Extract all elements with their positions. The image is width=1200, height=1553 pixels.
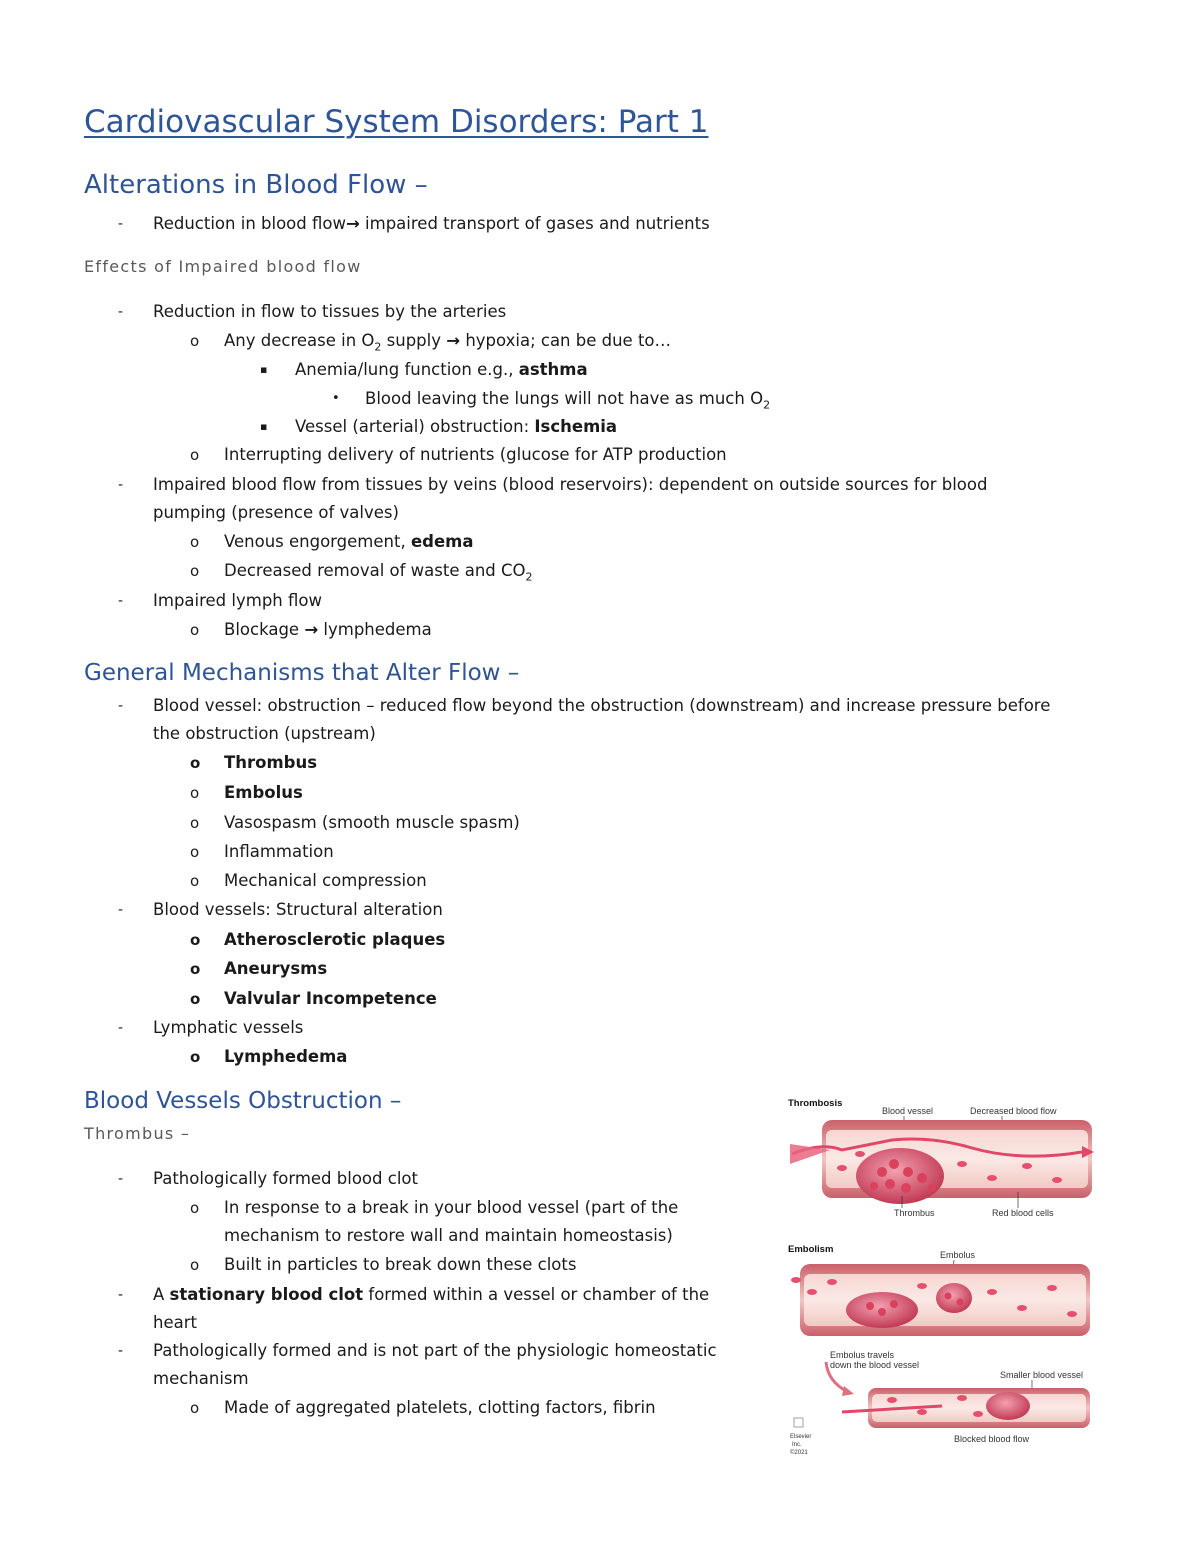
travels-label-2: down the blood vessel (830, 1360, 920, 1370)
list-item-continued: mechanism to restore wall and maintain homeostasis) (224, 1226, 673, 1245)
list-item: Impaired lymph flow (153, 591, 322, 610)
heading-general-mechanisms: General Mechanisms that Alter Flow – (84, 660, 520, 686)
travels-label-1: Embolus travels (830, 1350, 895, 1360)
list-item: Lymphedema (224, 1047, 348, 1066)
list-item: Any decrease in $O_2$ supply → hypoxia; can be due to… (224, 331, 672, 354)
bullet-o: o (190, 1199, 200, 1217)
list-item: Blood vessels: Structural alteration (153, 900, 443, 919)
list-item: Made of aggregated platelets, clotting factors, fibrin (224, 1398, 656, 1417)
embolism-panel (788, 1244, 1090, 1336)
bullet-o: o (190, 1399, 200, 1417)
bullet-o: o (190, 931, 201, 949)
bullet-dash: - (118, 216, 124, 232)
bullet-dash: - (118, 593, 124, 609)
thrombosis-label: Thrombosis (788, 1098, 843, 1109)
list-item: Built in particles to break down these clots (224, 1255, 577, 1274)
bullet-o: o (190, 784, 200, 802)
list-item-continued: mechanism (153, 1369, 249, 1388)
list-item: Reduction in blood flow→ impaired transport of gases and nutrients (153, 214, 710, 233)
publisher-stamp-3: ©2021 (790, 1450, 808, 1456)
heading-alterations-blood-flow: Alterations in Blood Flow – (84, 170, 428, 200)
subheading-thrombus: Thrombus – (84, 1124, 191, 1143)
bullet-square: ▪ (260, 420, 268, 433)
list-item: Embolus (224, 783, 303, 802)
bullet-dash: - (118, 477, 124, 493)
bullet-dash: - (118, 304, 124, 320)
list-item: Thrombus (224, 753, 318, 772)
list-item: Inflammation (224, 842, 334, 861)
list-item: Anemia/lung function e.g., asthma (295, 360, 588, 379)
heading-blood-vessels-obstruction: Blood Vessels Obstruction – (84, 1088, 402, 1114)
embolism-label: Embolism (788, 1244, 834, 1255)
list-item: Reduction in flow to tissues by the arteries (153, 302, 507, 321)
list-item: Aneurysms (224, 959, 328, 978)
list-item: Vasospasm (smooth muscle spasm) (224, 813, 520, 832)
bullet-o: o (190, 843, 200, 861)
list-item: Atherosclerotic plaques (224, 930, 446, 949)
thrombosis-panel (788, 1098, 1094, 1218)
list-item: Blood vessel: obstruction – reduced flow beyond the obstruction (downstream) and increase pressure before (153, 696, 1051, 715)
blood-vessel-label: Blood vessel (882, 1106, 934, 1116)
bullet-dash: - (118, 1343, 124, 1359)
list-item-continued: heart (153, 1313, 197, 1332)
bullet-dash: - (118, 1287, 124, 1303)
publisher-stamp-2: Inc. (792, 1442, 802, 1448)
bullet-o: o (190, 814, 200, 832)
smaller-vessel-label: Smaller blood vessel (1000, 1370, 1084, 1380)
list-item: A stationary blood clot formed within a vessel or chamber of the (153, 1285, 710, 1304)
publisher-stamp-1: Elsevier (790, 1434, 812, 1440)
bullet-o: o (190, 332, 200, 350)
bullet-o: o (190, 1256, 200, 1274)
list-item: Blockage → lymphedema (224, 620, 432, 639)
bullet-o: o (190, 562, 200, 580)
thrombus-label: Thrombus (894, 1208, 935, 1218)
list-item: In response to a break in your blood vessel (part of the (224, 1198, 679, 1217)
list-item: Venous engorgement, edema (224, 532, 474, 551)
bullet-dash: - (118, 698, 124, 714)
bullet-dash: - (118, 1020, 124, 1036)
subheading-effects: Effects of Impaired blood flow (84, 257, 362, 276)
bullet-dash: - (118, 902, 124, 918)
bullet-o: o (190, 533, 200, 551)
list-item: Pathologically formed blood clot (153, 1169, 418, 1188)
bullet-o: o (190, 872, 200, 890)
page-title: Cardiovascular System Disorders: Part 1 (84, 104, 709, 140)
list-item: Vessel (arterial) obstruction: Ischemia (295, 417, 618, 436)
blocked-vessel-panel (790, 1350, 1090, 1456)
bullet-o: o (190, 754, 201, 772)
list-item-continued: pumping (presence of valves) (153, 503, 399, 522)
list-item: Pathologically formed and is not part of the physiologic homeostatic (153, 1341, 717, 1360)
bullet-dot: • (332, 391, 340, 406)
bullet-square: ▪ (260, 363, 268, 376)
red-cells-label: Red blood cells (992, 1208, 1054, 1218)
list-item: Mechanical compression (224, 871, 427, 890)
list-item: Decreased removal of waste and $CO_2$ (224, 561, 533, 584)
list-item: Lymphatic vessels (153, 1018, 304, 1037)
list-item: Valvular Incompetence (224, 989, 437, 1008)
list-item-continued: the obstruction (upstream) (153, 724, 376, 743)
bullet-o: o (190, 446, 200, 464)
publisher-mark (794, 1418, 803, 1427)
bullet-o: o (190, 621, 200, 639)
list-item: Impaired blood flow from tissues by veins (blood reservoirs): dependent on outside sources for blood (153, 475, 988, 494)
list-item: Interrupting delivery of nutrients (glucose for ATP production (224, 445, 727, 464)
bullet-dash: - (118, 1171, 124, 1187)
bullet-o: o (190, 1048, 201, 1066)
embolus-label: Embolus (940, 1250, 976, 1260)
decreased-flow-label: Decreased blood flow (970, 1106, 1057, 1116)
list-item: Blood leaving the lungs will not have as much $O_2$ (365, 389, 771, 412)
blocked-flow-label: Blocked blood flow (954, 1434, 1030, 1444)
bullet-o: o (190, 960, 201, 978)
bullet-o: o (190, 990, 201, 1008)
thrombosis-embolism-illustration (782, 1092, 1102, 1462)
